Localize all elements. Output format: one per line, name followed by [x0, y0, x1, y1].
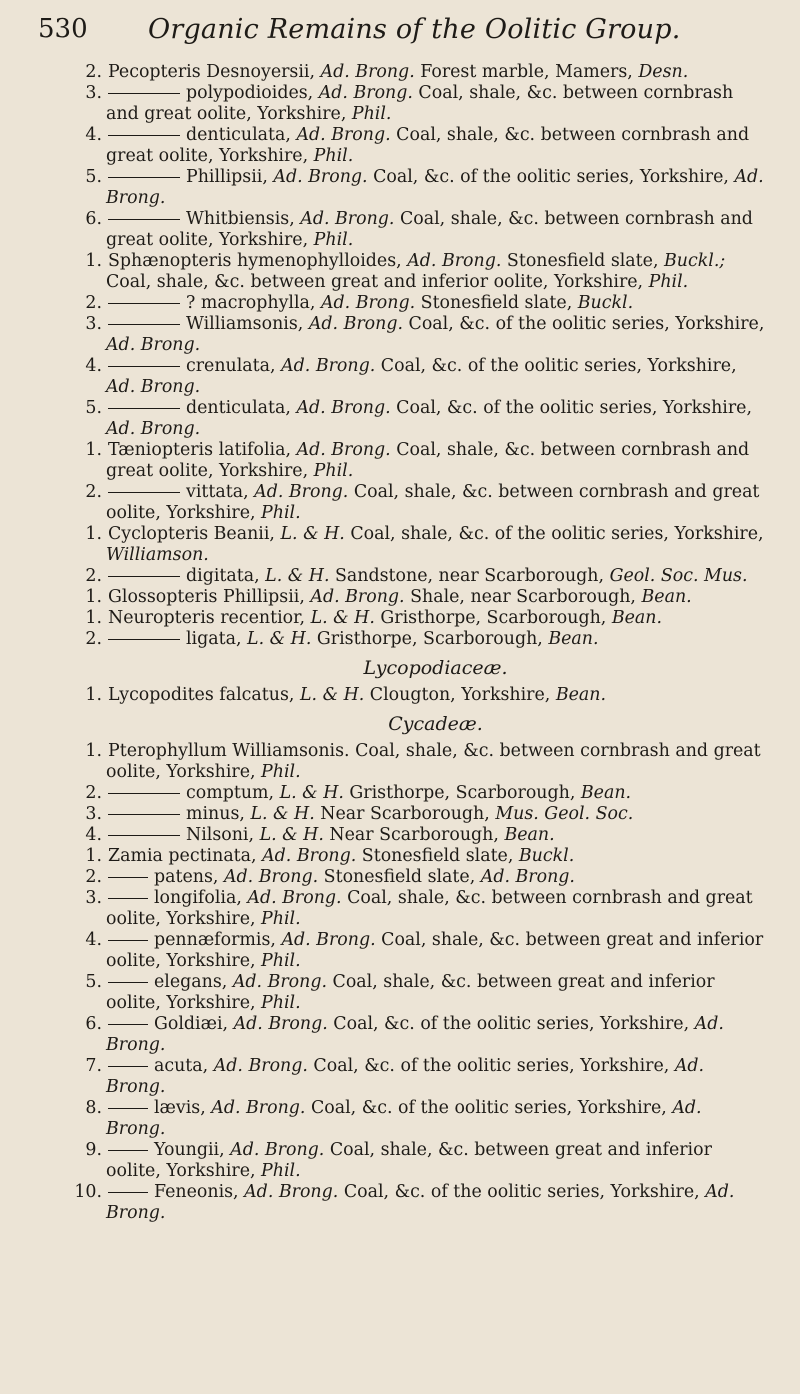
locality: Gristhorpe, Scarborough, — [374, 608, 612, 628]
running-title: Organic Remains of the Oolitic Group. — [148, 14, 681, 45]
locality: Coal, shale, &c. between great and inferior oolite, Yorkshire, — [106, 272, 649, 292]
locality: Gristhorpe, Scarborough, — [311, 629, 549, 649]
authority-ref: Ad. Brong. — [106, 1014, 724, 1055]
species-name: pennæformis, — [154, 930, 282, 950]
species-name: latifolia, — [213, 440, 297, 460]
author-abbrev: Ad. Brong. — [310, 587, 405, 607]
locality: Stonesfield slate, — [318, 867, 481, 887]
locality: Coal, shale, &c. between cornbrash and great oolite, Yorkshire, — [106, 888, 753, 929]
entry-number: 2. — [85, 293, 102, 313]
authority-ref: Mus. Geol. Soc. — [495, 804, 634, 824]
authority-ref: Phil. — [261, 951, 301, 971]
locality: Coal, shale, &c. between cornbrash and great oolite, Yorkshire, — [106, 209, 753, 250]
entry-number: 1. — [85, 440, 102, 460]
author-abbrev: L. & H. — [265, 566, 330, 586]
species-entry — [70, 587, 765, 608]
author-abbrev: Ad. Brong. — [230, 1140, 325, 1160]
ditto-rule — [108, 1024, 148, 1025]
entry-number: 2. — [85, 783, 102, 803]
species-name: elegans, — [154, 972, 233, 992]
species-name: lævis, — [154, 1098, 212, 1118]
authority-ref: Ad. Brong. — [106, 377, 201, 397]
ditto-rule — [108, 835, 180, 836]
author-abbrev: Ad. Brong. — [281, 356, 376, 376]
entry-number: 1. — [85, 685, 102, 705]
author-abbrev: Ad. Brong. — [223, 867, 319, 887]
authority-ref: Ad. Brong. — [106, 335, 201, 355]
ditto-rule — [108, 93, 180, 94]
species-entry — [70, 314, 765, 356]
genus-name: Sphænopteris — [108, 251, 232, 271]
species-name: Beanii, — [208, 524, 281, 544]
entry-number: 1. — [85, 251, 102, 271]
species-name: Nilsoni, — [186, 825, 260, 845]
author-abbrev: Ad. Brong. — [273, 167, 368, 187]
species-entry — [70, 629, 765, 650]
entry-number: 6. — [85, 209, 102, 229]
genus-name: Neuropteris — [108, 608, 215, 628]
locality: Coal, shale, &c. between great and inferior oolite, Yorkshire, — [106, 930, 764, 971]
authority-ref: Ad. Brong. — [106, 167, 764, 208]
author-abbrev: L. & H. — [250, 804, 315, 824]
authority-ref: Desn. — [638, 62, 689, 82]
species-entry — [70, 1182, 765, 1224]
locality: Coal, shale, &c. between cornbrash and great oolite, Yorkshire, — [106, 482, 760, 523]
locality: Coal, &c. of the oolitic series, Yorkshire, — [305, 1098, 673, 1118]
species-entry — [70, 1098, 765, 1140]
locality: Coal, shale, &c. between cornbrash and great oolite, Yorkshire, — [106, 125, 750, 166]
locality: Near Scarborough, — [323, 825, 505, 845]
locality: Coal, shale, &c. between cornbrash and great oolite, Yorkshire, — [106, 741, 761, 782]
authority-ref: Bean. — [555, 685, 607, 705]
author-abbrev: L. & H. — [310, 608, 375, 628]
species-name: Williamsonis, — [186, 314, 309, 334]
entry-number: 1. — [85, 741, 102, 761]
authority-ref: Phil. — [261, 503, 301, 523]
entry-number: 8. — [85, 1098, 102, 1118]
page-number: 530 — [38, 14, 88, 44]
author-abbrev: Ad. Brong. — [296, 398, 391, 418]
entry-number: 1. — [85, 524, 102, 544]
author-abbrev: Ad. Brong. — [296, 125, 391, 145]
locality: Coal, shale, &c. between great and inferior oolite, Yorkshire, — [106, 972, 715, 1013]
authority-ref: Ad. Brong. — [106, 1056, 705, 1097]
author-abbrev: Ad. Brong. — [320, 62, 415, 82]
locality: Shale, near Scarborough, — [404, 587, 642, 607]
authority-ref: Phil. — [261, 762, 301, 782]
locality: Coal, &c. of the oolitic series, Yorkshire, — [367, 167, 735, 187]
locality: Stonesfield slate, — [356, 846, 519, 866]
species-name: vittata, — [186, 482, 255, 502]
author-abbrev: Ad. Brong. — [247, 888, 342, 908]
species-entry — [70, 846, 765, 867]
locality: Forest marble, Mamers, — [414, 62, 639, 82]
authority-ref: Buckl. — [577, 293, 634, 313]
species-name: crenulata, — [186, 356, 282, 376]
species-name: ? macrophylla, — [186, 293, 321, 313]
author-abbrev: L. & H. — [280, 524, 345, 544]
author-abbrev: Ad. Brong. — [407, 251, 502, 271]
genus-name: Zamia — [108, 846, 163, 866]
ditto-rule — [108, 982, 148, 983]
authority-ref: Phil. — [261, 993, 301, 1013]
species-name: pectinata, — [162, 846, 263, 866]
locality: Stonesfield slate, — [501, 251, 665, 271]
genus-name: Lycopodites — [108, 685, 214, 705]
species-name: Feneonis, — [154, 1182, 245, 1202]
authority-ref: Phil. — [313, 461, 354, 481]
author-abbrev: Ad. Brong. — [233, 1014, 328, 1034]
ditto-rule — [108, 219, 180, 220]
species-entry — [70, 440, 765, 482]
locality: Stonesfield slate, — [415, 293, 578, 313]
entry-number: 5. — [85, 167, 102, 187]
author-abbrev: L. & H. — [279, 783, 344, 803]
author-abbrev: Ad. Brong. — [211, 1098, 306, 1118]
species-name: digitata, — [186, 566, 266, 586]
authority-ref: Ad. Brong. — [106, 1182, 735, 1223]
species-entry — [70, 251, 765, 293]
locality: Coal, &c. of the oolitic series, Yorkshire, — [403, 314, 765, 334]
species-entry — [70, 608, 765, 629]
species-name: minus, — [186, 804, 251, 824]
authority-ref: Phil. — [648, 272, 689, 292]
authority-ref: Geol. Soc. Mus. — [609, 566, 748, 586]
species-entry — [70, 83, 765, 125]
genus-name: Glossopteris — [108, 587, 218, 607]
species-entry — [70, 62, 765, 83]
species-entry — [70, 566, 765, 587]
entry-number: 4. — [85, 356, 102, 376]
species-entry — [70, 209, 765, 251]
species-entry — [70, 167, 765, 209]
species-entry — [70, 867, 765, 888]
ditto-rule — [108, 814, 180, 815]
ditto-rule — [108, 177, 180, 178]
species-name: polypodioides, — [186, 83, 319, 103]
author-abbrev: Ad. Brong. — [244, 1182, 339, 1202]
ditto-rule — [108, 492, 180, 493]
authority-ref: Williamson. — [106, 545, 209, 565]
entry-number: 4. — [85, 930, 102, 950]
authority-ref: Bean. — [504, 825, 555, 845]
species-name: denticulata, — [186, 398, 297, 418]
ditto-rule — [108, 1066, 148, 1067]
ditto-rule — [108, 366, 180, 367]
species-entry — [70, 1140, 765, 1182]
author-abbrev: L. & H. — [299, 685, 365, 705]
species-name: denticulata, — [186, 125, 297, 145]
author-abbrev: Ad. Brong. — [254, 482, 349, 502]
locality: Coal, &c. of the oolitic series, Yorkshire, — [307, 1056, 675, 1076]
species-entry — [70, 524, 765, 566]
entry-number: 4. — [85, 825, 102, 845]
section-heading: Lycopodiaceæ. — [363, 657, 508, 679]
species-name: Youngii, — [154, 1140, 231, 1160]
species-entry — [70, 482, 765, 524]
species-entry — [70, 783, 765, 804]
species-name: comptum, — [186, 783, 280, 803]
ditto-rule — [108, 135, 180, 136]
entry-number: 3. — [85, 83, 102, 103]
ditto-rule — [108, 877, 148, 878]
authority-ref: Phil. — [261, 1161, 301, 1181]
species-name: Phillipsii, — [186, 167, 274, 187]
species-entry — [70, 398, 765, 440]
authority-ref: Buckl.; — [664, 251, 726, 271]
entry-number: 1. — [85, 846, 102, 866]
author-abbrev: Ad. Brong. — [232, 972, 327, 992]
authority-ref: Bean. — [580, 783, 632, 803]
locality: Coal, shale, &c. between cornbrash and great oolite, Yorkshire, — [106, 440, 750, 481]
entry-number: 2. — [85, 629, 102, 649]
author-abbrev: L. & H. — [259, 825, 324, 845]
entry-number: 3. — [85, 804, 102, 824]
locality: Sandstone, near Scarborough, — [329, 566, 610, 586]
entry-number: 1. — [85, 587, 102, 607]
authority-ref: Buckl. — [518, 846, 575, 866]
species-name: recentior, — [214, 608, 311, 628]
locality: Coal, shale, &c. between great and inferior oolite, Yorkshire, — [106, 1140, 712, 1181]
ditto-rule — [108, 793, 180, 794]
species-entry — [70, 804, 765, 825]
species-name: acuta, — [154, 1056, 214, 1076]
author-abbrev: L. & H. — [247, 629, 312, 649]
locality: Coal, &c. of the oolitic series, Yorkshire, — [338, 1182, 706, 1202]
authority-ref: Bean. — [641, 587, 692, 607]
entry-number: 2. — [85, 867, 102, 887]
species-entry — [70, 685, 765, 706]
page-header — [38, 14, 758, 50]
species-entry — [70, 741, 765, 783]
species-entry — [70, 972, 765, 1014]
authority-ref: Bean. — [548, 629, 599, 649]
entry-number: 1. — [85, 608, 102, 628]
locality: Gristhorpe, Scarborough, — [343, 783, 581, 803]
genus-name: Pterophyllum — [108, 741, 227, 761]
locality: Coal, &c. of the oolitic series, Yorkshire, — [327, 1014, 695, 1034]
authority-ref: Ad. Brong. — [480, 867, 575, 887]
author-abbrev: Ad. Brong. — [281, 930, 376, 950]
section-heading: Cycadeæ. — [388, 713, 483, 735]
species-entry — [70, 125, 765, 167]
ditto-rule — [108, 1150, 148, 1151]
genus-name: Cyclopteris — [108, 524, 209, 544]
species-entry — [70, 293, 765, 314]
entry-number: 9. — [85, 1140, 102, 1160]
entry-number: 3. — [85, 314, 102, 334]
locality: Clougton, Yorkshire, — [364, 685, 556, 705]
authority-ref: Bean. — [611, 608, 663, 628]
species-entry — [70, 888, 765, 930]
species-name: Desnoyersii, — [200, 62, 321, 82]
ditto-rule — [108, 898, 148, 899]
ditto-rule — [108, 1108, 148, 1109]
ditto-rule — [108, 576, 180, 577]
authority-ref: Phil. — [261, 909, 301, 929]
entry-number: 5. — [85, 398, 102, 418]
species-name: Phillipsii, — [217, 587, 311, 607]
species-name: hymenophylloides, — [231, 251, 408, 271]
locality: Coal, shale, &c. between cornbrash and great oolite, Yorkshire, — [106, 83, 734, 124]
locality: Coal, &c. of the oolitic series, Yorkshire, — [390, 398, 753, 418]
entry-number: 2. — [85, 566, 102, 586]
genus-name: Pecopteris — [108, 62, 201, 82]
ditto-rule — [108, 639, 180, 640]
entry-number: 2. — [85, 62, 102, 82]
author-abbrev: Ad. Brong. — [262, 846, 357, 866]
author-abbrev: Ad. Brong. — [308, 314, 403, 334]
author-abbrev: Ad. Brong. — [320, 293, 416, 313]
species-entry — [70, 1056, 765, 1098]
entry-number: 2. — [85, 482, 102, 502]
authority-ref: Ad. Brong. — [106, 419, 201, 439]
entry-number: 6. — [85, 1014, 102, 1034]
species-name: Whitbiensis, — [186, 209, 301, 229]
author-abbrev: Ad. Brong. — [296, 440, 391, 460]
species-name: patens, — [154, 867, 224, 887]
ditto-rule — [108, 408, 180, 409]
entry-number: 10. — [74, 1182, 102, 1202]
entry-number: 7. — [85, 1056, 102, 1076]
entry-number: 5. — [85, 972, 102, 992]
authority-ref: Phil. — [313, 146, 354, 166]
species-name: Goldiæi, — [154, 1014, 234, 1034]
ditto-rule — [108, 324, 180, 325]
species-name: Williamsonis. — [226, 741, 356, 761]
locality: Coal, shale, &c. of the oolitic series, Yorkshire, — [344, 524, 764, 544]
ditto-rule — [108, 1192, 148, 1193]
locality: Near Scarborough, — [314, 804, 496, 824]
species-entry — [70, 825, 765, 846]
authority-ref: Ad. Brong. — [106, 1098, 702, 1139]
species-name: longifolia, — [154, 888, 248, 908]
entry-number: 3. — [85, 888, 102, 908]
species-entry — [70, 356, 765, 398]
ditto-rule — [108, 940, 148, 941]
species-list — [70, 62, 765, 1224]
species-name: falcatus, — [213, 685, 300, 705]
author-abbrev: Ad. Brong. — [213, 1056, 308, 1076]
locality: Coal, &c. of the oolitic series, Yorkshire, — [375, 356, 737, 376]
author-abbrev: Ad. Brong. — [300, 209, 395, 229]
species-name: ligata, — [186, 629, 248, 649]
species-entry — [70, 1014, 765, 1056]
ditto-rule — [108, 303, 180, 304]
species-entry — [70, 930, 765, 972]
author-abbrev: Ad. Brong. — [318, 83, 413, 103]
authority-ref: Phil. — [313, 230, 354, 250]
authority-ref: Phil. — [351, 104, 392, 124]
entry-number: 4. — [85, 125, 102, 145]
genus-name: Tæniopteris — [108, 440, 214, 460]
